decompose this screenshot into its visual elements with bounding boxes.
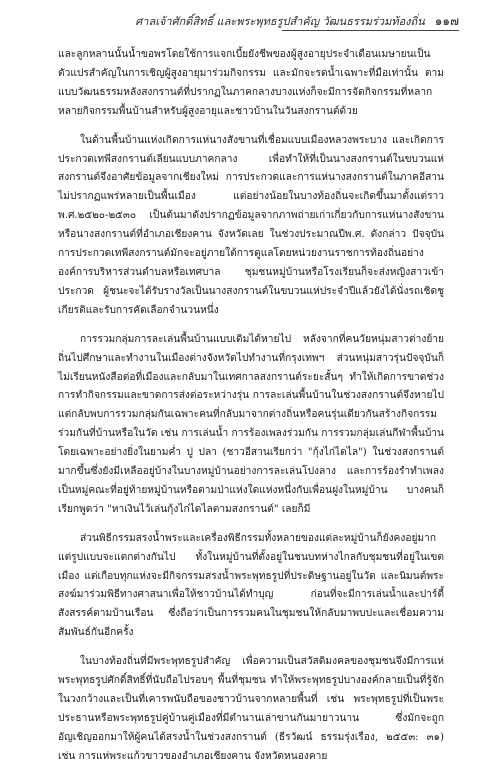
paragraph: ในบางท้องถิ่นที่มีพระพุทธรูปสำคัญ เพื่อความเป็นสวัสดิมงคลของชุมชนจึงมีการแห่พระพุทธรูปศักดิ์สิทธิ์ที่นับถือไปรอบๆ พื้นที่ชุมชน ทำให้พระพุทธรูปบางองค์กลายเป็นที่รู้จักในวงกว้างและเป็นที่เคารพนับถือของชาวบ้านจากหลายพื้นที่ เช่น พระพุทธรูปที่เป็นพระประธานหรือพระพุทธรูปคู่บ้านคู่เมืองที่มีตำนานเล่าขานกันมายาวนาน ซึ่งมักจะถูกอัญเชิญออกมาให้ผู้คนได้สรงน้ำในช่วงสงกรานต์ (ธีรวัฒน์ ธรรมรุ่งเรือง, ๒๕๕๓: ๓๑) เช่น การแห่พระแก้วขาวของอำเภอเชียงคาน จังหวัดหนองคาย — [58, 656, 444, 762]
paragraph: ส่วนพิธีกรรมสรงน้ำพระและเครื่องพิธีกรรมทั้งหลายของแต่ละหมู่บ้านก็ยังคงอยู่มาก แต่รูปแบบจะแตกต่างกันไป ทั้งในหมู่บ้านที่ตั้งอยู่ในชนบทห่างไกลกับชุมชนที่อยู่ในเขตเมือง แต่เกือบทุกแห่งจะมีกิจกรรมสรงน้ำพระพุทธรูปที่ประดิษฐานอยู่ในวัด และนิมนต์พระสงฆ์มาร่วมพิธีทางศาสนาเพื่อให้ชาวบ้านได้ทำบุญ ก่อนที่จะมีการเล่นน้ำและปาร์ตี้สังสรรค์ตามบ้านเรือน ซึ่งถือว่าเป็นการรวมคนในชุมชนให้กลับมาพบปะและเชื่อมความสัมพันธ์กันอีกครั้ง — [58, 532, 444, 639]
paragraph: การรวมกลุ่มการละเล่นพื้นบ้านแบบเดิมได้หายไป หลังจากที่คนวัยหนุ่มสาวต่างย้ายถิ่นไปศึกษาและทำงานในเมืองต่างจังหวัดไปทำงานที่กรุงเทพฯ ส่วนหนุ่มสาวรุ่นปัจจุบันก็ไม่เรียนหนังสือต่อที่เมืองและกลับมาในเทศกาลสงกรานต์ระยะสั้นๆ ทำให้เกิดการขาดช่วงการทำกิจกรรมและขาดการส่งต่อระหว่างรุ่น การละเล่นพื้นบ้านในช่วงสงกรานต์จึงหายไป แต่กลับพบการรวมกลุ่มกันเฉพาะคนที่กลับมาจากต่างถิ่นหรือคนรุ่นเดียวกันสร้างกิจกรรมร่วมกันที่บ้านหรือในวัด เช่น การเล่นน้ำ การร้องเพลงร่วมกัน การรวมกลุ่มเล่นกีฬาพื้นบ้านโดยเฉพาะอย่างยิ่งในยามค่ำ ปู ปลา (ชาวอีสานเรียกว่า "กุ้งไก่ไดไล") ในช่วงสงกรานต์มากขึ้นซึ่งยังมีเหลืออยู่บ้างในบางหมู่บ้านอย่างการละเล่นโปงลาง และการร้องรำทำเพลงเป็นหมู่คณะที่อยู่ท้ายหมู่บ้านหรือตามป่าแห่งใดแห่งหนึ่งกับเพื่อนฝูงในหมู่บ้าน บางคนก็เรียกพูดว่า "หาเงินไว้เล่นกุ้งไก่ไดไลตามสงกรานต์" เลยก็มี — [58, 333, 444, 515]
header-title: ศาลเจ้าศักดิ์สิทธิ์ และพระพุทธรูปสำคัญ วัฒนธรรมร่วมท้องถิ่น — [135, 15, 425, 28]
page-number: ๑๑๗ — [434, 13, 459, 28]
body-text — [58, 46, 444, 762]
paragraph: ในด้านพื้นบ้านแห่งเกิดการแห่นางสังขานที่เชื่อมแบบเมืองหลวงพระบาง และเกิดการประกวดเทพีสงกรานต์เลียนแบบภาคกลาง เพื่อทำให้ที่เป็นนางสงกรานต์ในขบวนแห่สงกรานต์จึงอาศัยข้อมูลจากเชียงใหม่ การประกวดและการแห่นางสงกรานต์ในภาคอีสานไม่ปรากฏแพร่หลายเป็นพื้นเมือง แต่อย่างน้อยในบางท้องถิ่นจะเกิดขึ้นมาตั้งแต่ราว พ.ศ.๒๕๒๐-๒๕๓๐ เป็นต้นมาดังปรากฏข้อมูลจากภาพถ่ายเก่าเกี่ยวกับการแห่นางสังขานหรือนางสงกรานต์ที่อำเภอเชียงคาน จังหวัดเลย ในช่วงประมาณปีพ.ศ. ดังกล่าว ปัจจุบันการประกวดเทพีสงกรานต์มักจะอยู่ภายใต้การดูแลโดยหน่วยงานราชการท้องถิ่นอย่างองค์การบริหารส่วนตำบลหรือเทศบาล ชุมชนหมู่บ้านหรือโรงเรียนก็จะส่งหญิงสาวเข้าประกวด ผู้ชนะจะได้รับรางวัลเป็นนางสงกรานต์ในขบวนแห่ประจำปีแล้วยังได้นั่งรถเชิดชูเกียรติและรับการคัดเลือกจำนวนหนึ่ง — [58, 134, 444, 316]
paragraph: และลูกหลานนั้นน้ำขอพรโดยใช้การแจกเบี้ยยังชีพของผู้สูงอายุประจำเดือนเมษายนเป็นตัวแปรสำคัญในการเชิญผู้สูงอายุมาร่วมกิจกรรม และมักจะรดน้ำเฉพาะที่มือเท่านั้น ตามแบบวัฒนธรรมหลังสงกรานต์ที่ปรากฏในภาคกลางบางแห่งก็จะมีการจัดกิจกรรมที่หลากหลายกิจกรรมพื้นบ้านสำหรับผู้สูงอายุและชาวบ้านในวันสงกรานต์ด้วย — [58, 49, 444, 117]
running-header — [135, 10, 459, 32]
header-divider — [282, 30, 459, 31]
